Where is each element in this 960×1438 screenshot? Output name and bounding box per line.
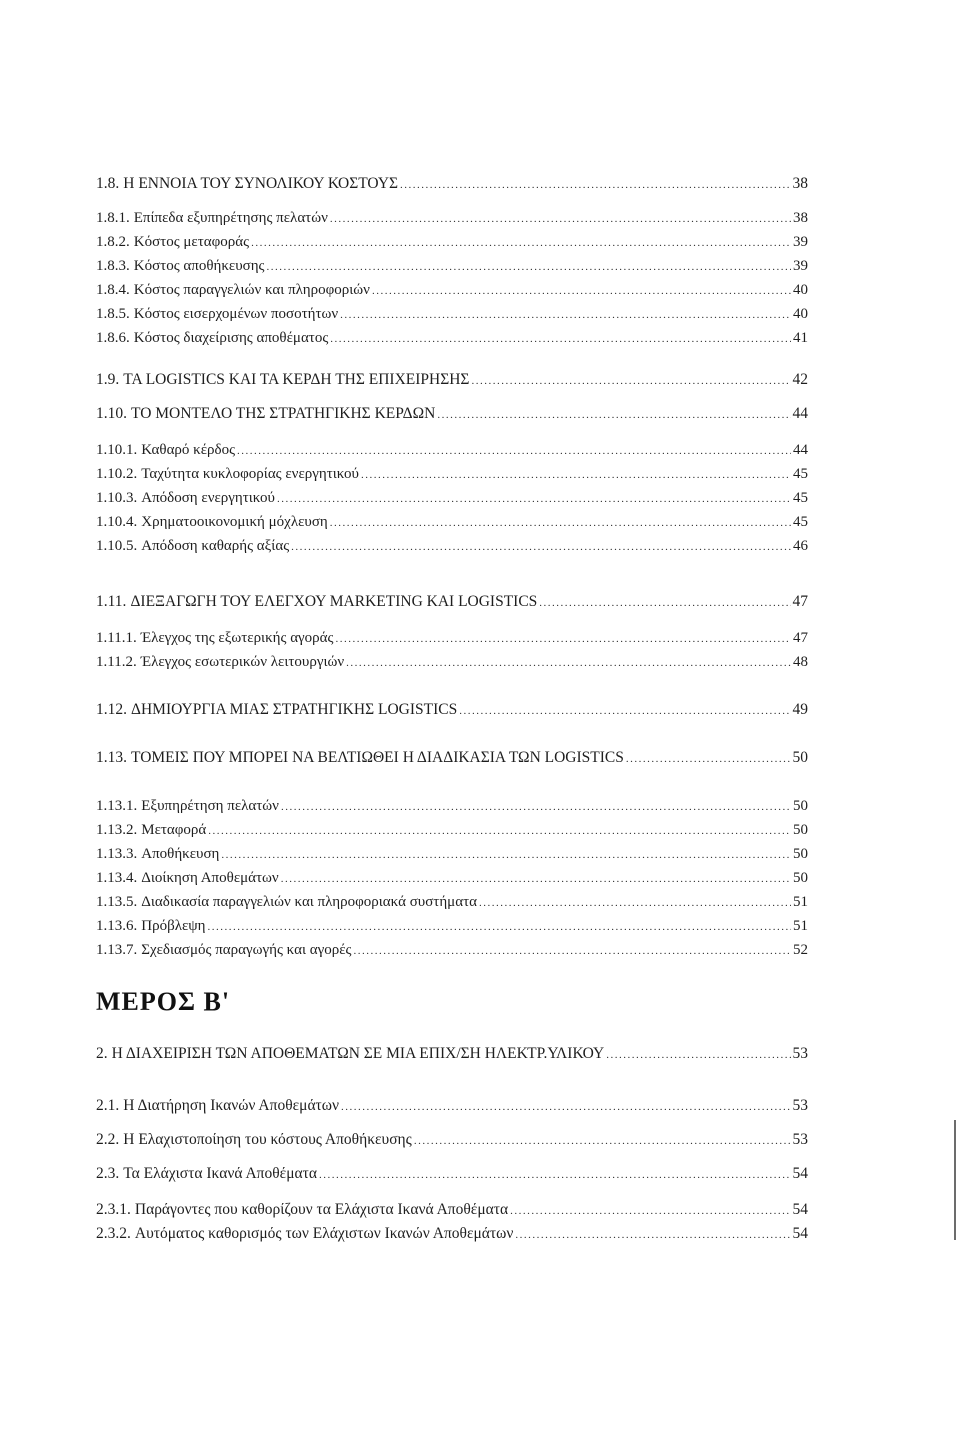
dot-leader [372, 281, 791, 301]
toc-entry-title: Αυτόματος καθορισμός των Ελάχιστων Ικανών Αποθεμάτων [134, 1225, 514, 1242]
toc-entry [96, 328, 808, 349]
toc-entry-page: 47 [792, 593, 808, 610]
dot-leader [361, 465, 791, 485]
toc-entry-title: Μεταφορά [141, 822, 207, 838]
dot-leader [414, 1131, 791, 1151]
toc-entry-number: 1.13.5. [96, 894, 138, 910]
toc-entry-page: 39 [793, 234, 808, 250]
dot-leader [208, 821, 791, 841]
dot-leader [330, 513, 791, 533]
dot-leader [281, 797, 791, 817]
toc-entry-number: 1.13.4. [96, 870, 138, 886]
toc-entry-number: 1.9. [96, 371, 120, 388]
toc-entry [96, 536, 808, 557]
toc-entry [96, 488, 808, 509]
toc-entry-number: 2.3.1. [96, 1201, 131, 1218]
toc-entry-page: 45 [793, 514, 808, 530]
toc-entry [96, 464, 808, 485]
toc-entry [96, 404, 808, 425]
toc-entry-page: 50 [793, 870, 808, 886]
dot-leader [437, 405, 790, 425]
toc-entry [96, 1200, 808, 1221]
toc-entry-number: 1.8. [96, 175, 120, 192]
toc-entry [96, 940, 808, 961]
toc-entry [96, 208, 808, 229]
toc-entry-number: 1.10.5. [96, 538, 138, 554]
toc-entry-number: 1.11.1. [96, 630, 137, 646]
toc-entry [96, 440, 808, 461]
dot-leader [626, 749, 791, 769]
toc-entry-page: 53 [792, 1131, 808, 1148]
toc-entry-title: ΔΙΕΞΑΓΩΓΗ ΤΟΥ ΕΛΕΓΧΟΥ MARKETING ΚΑΙ LOGISTICS [130, 593, 538, 610]
dot-leader [515, 1225, 790, 1245]
toc-entry-page: 53 [792, 1045, 808, 1062]
toc-entry [96, 652, 808, 673]
dot-leader [479, 893, 791, 913]
toc-entry-number: 1.13.7. [96, 942, 138, 958]
toc-entry-title: Χρηματοοικονομική μόχλευση [141, 514, 328, 530]
dot-leader [539, 593, 790, 613]
toc-entry-title: Η Ελαχιστοποίηση του κόστους Αποθήκευσης [123, 1131, 412, 1148]
dot-leader [510, 1201, 790, 1221]
toc-entry [96, 512, 808, 533]
toc-entry [96, 748, 808, 769]
toc-entry [96, 628, 808, 649]
toc-entry-page: 45 [793, 466, 808, 482]
dot-leader [340, 305, 791, 325]
toc-entry [96, 174, 808, 195]
toc-entry-page: 47 [793, 630, 808, 646]
toc-entry [96, 868, 808, 889]
toc-entry-number: 1.8.4. [96, 282, 130, 298]
toc-entry-page: 48 [793, 654, 808, 670]
toc-entry-title: Σχεδιασμός παραγωγής και αγορές [141, 942, 352, 958]
toc-entry-page: 50 [793, 846, 808, 862]
toc-entry-title: Κόστος εισερχομένων ποσοτήτων [133, 306, 339, 322]
toc-entry [96, 796, 808, 817]
dot-leader [277, 489, 791, 509]
toc-entry-page: 50 [792, 749, 808, 766]
dot-leader [353, 941, 791, 961]
toc-entry-page: 40 [793, 282, 808, 298]
dot-leader [208, 917, 791, 937]
toc-entry-number: 1.13. [96, 749, 127, 766]
toc-entry [96, 232, 808, 253]
toc-entry-number: 1.13.6. [96, 918, 138, 934]
toc-entry-title: Κόστος παραγγελιών και πληροφοριών [133, 282, 370, 298]
dot-leader [291, 537, 791, 557]
toc-entry-number: 1.8.5. [96, 306, 130, 322]
toc-entry [96, 280, 808, 301]
dot-leader [459, 701, 790, 721]
toc-entry-number: 1.10.2. [96, 466, 138, 482]
toc-entry-page: 41 [793, 330, 808, 346]
toc-entry-number: 2. [96, 1045, 108, 1062]
part-heading: ΜΕΡΟΣ Β' [96, 987, 231, 1016]
toc-entry-number: 1.11. [96, 593, 127, 610]
toc-entry-number: 2.3.2. [96, 1225, 131, 1242]
toc-entry-number: 1.11.2. [96, 654, 137, 670]
toc-entry-title: Κόστος μεταφοράς [133, 234, 250, 250]
toc-entry-page: 52 [793, 942, 808, 958]
toc-entry-page: 40 [793, 306, 808, 322]
toc-entry [96, 1224, 808, 1245]
toc-entry-number: 1.8.1. [96, 210, 130, 226]
toc-entry-title: Ταχύτητα κυκλοφορίας ενεργητικού [141, 466, 359, 482]
toc-entry-title: Αποθήκευση [141, 846, 220, 862]
dot-leader [237, 441, 791, 461]
dot-leader [319, 1165, 791, 1185]
toc-entry-number: 2.2. [96, 1131, 120, 1148]
toc-entry [96, 820, 808, 841]
toc-entry-title: Έλεγχος της εξωτερικής αγοράς [140, 630, 334, 646]
toc-entry-number: 1.8.2. [96, 234, 130, 250]
dot-leader [267, 257, 791, 277]
toc-entry [96, 892, 808, 913]
toc-entry-page: 39 [793, 258, 808, 274]
toc-entry-page: 38 [793, 210, 808, 226]
toc-entry-title: Η Διατήρηση Ικανών Αποθεμάτων [123, 1097, 340, 1114]
toc-entry-page: 42 [792, 371, 808, 388]
dot-leader [330, 209, 791, 229]
toc-entry-title: Πρόβλεψη [141, 918, 206, 934]
toc-entry-number: 2.1. [96, 1097, 120, 1114]
toc-entry-title: ΤΟΜΕΙΣ ΠΟΥ ΜΠΟΡΕΙ ΝΑ ΒΕΛΤΙΩΘΕΙ Η ΔΙΑΔΙΚΑΣΙΑ ΤΩΝ LOGISTICS [131, 749, 624, 766]
toc-entry-title: Κόστος αποθήκευσης [133, 258, 265, 274]
toc-entry [96, 916, 808, 937]
dot-leader [471, 371, 790, 391]
toc-entry-number: 1.10. [96, 405, 127, 422]
toc-entry-title: Εξυπηρέτηση πελατών [141, 798, 279, 814]
dot-leader [251, 233, 791, 253]
toc-entry-number: 1.10.3. [96, 490, 138, 506]
toc-entry-number: 1.8.6. [96, 330, 130, 346]
toc-entry-page: 38 [792, 175, 808, 192]
toc-entry-page: 44 [793, 442, 808, 458]
toc-entry-page: 54 [792, 1225, 808, 1242]
toc-entry-page: 50 [793, 822, 808, 838]
toc-entry [96, 1096, 808, 1117]
dot-leader [606, 1045, 790, 1065]
toc-entry-number: 1.12. [96, 701, 127, 718]
toc-entry [96, 844, 808, 865]
scan-margin-line [954, 1120, 956, 1240]
toc-entry-page: 51 [793, 918, 808, 934]
dot-leader [346, 653, 791, 673]
dot-leader [335, 629, 791, 649]
toc-entry-number: 1.13.2. [96, 822, 138, 838]
toc-entry [96, 592, 808, 613]
toc-entry-title: Έλεγχος εσωτερικών λειτουργιών [140, 654, 345, 670]
toc-entry-number: 1.13.1. [96, 798, 138, 814]
toc-entry-title: Παράγοντες που καθορίζουν τα Ελάχιστα Ικανά Αποθέματα [134, 1201, 509, 1218]
toc-entry-page: 49 [792, 701, 808, 718]
toc-entry-title: ΔΗΜΙΟΥΡΓΙΑ ΜΙΑΣ ΣΤΡΑΤΗΓΙΚΗΣ LOGISTICS [131, 701, 458, 718]
toc-entry-title: Απόδοση ενεργητικού [141, 490, 275, 506]
dot-leader [330, 329, 791, 349]
toc-entry [96, 700, 808, 721]
toc-entry-page: 53 [792, 1097, 808, 1114]
toc-entry-title: Επίπεδα εξυπηρέτησης πελατών [133, 210, 328, 226]
toc-entry-title: Τα Ελάχιστα Ικανά Αποθέματα [123, 1165, 317, 1182]
dot-leader [221, 845, 791, 865]
toc-entry-number: 1.13.3. [96, 846, 138, 862]
toc-entry [96, 1130, 808, 1151]
toc-entry-number: 2.3. [96, 1165, 120, 1182]
toc-entry-page: 54 [792, 1201, 808, 1218]
toc-entry-title: Η ΔΙΑΧΕΙΡΙΣΗ ΤΩΝ ΑΠΟΘΕΜΑΤΩΝ ΣΕ ΜΙΑ ΕΠΙΧ/ΣΗ ΗΛΕΚΤΡ.ΥΛΙΚΟΥ [111, 1045, 605, 1062]
toc-entry-title: Απόδοση καθαρής αξίας [141, 538, 290, 554]
toc-entry-title: Η ΕΝΝΟΙΑ ΤΟΥ ΣΥΝΟΛΙΚΟΥ ΚΟΣΤΟΥΣ [123, 175, 399, 192]
toc-entry-title: ΤΟ ΜΟΝΤΕΛΟ ΤΗΣ ΣΤΡΑΤΗΓΙΚΗΣ ΚΕΡΔΩΝ [131, 405, 436, 422]
toc-entry-page: 44 [792, 405, 808, 422]
toc-entry-title: ΤΑ LOGISTICS ΚΑΙ ΤΑ ΚΕΡΔΗ ΤΗΣ ΕΠΙΧΕΙΡΗΣΗΣ [123, 371, 470, 388]
toc-entry [96, 304, 808, 325]
toc-entry-title: Διαδικασία παραγγελιών και πληροφοριακά συστήματα [141, 894, 477, 910]
toc-entry-page: 50 [793, 798, 808, 814]
toc-entry-number: 1.10.4. [96, 514, 138, 530]
toc-entry-page: 54 [792, 1165, 808, 1182]
toc-entry-number: 1.8.3. [96, 258, 130, 274]
dot-leader [400, 175, 790, 195]
toc-entry-title: Διοίκηση Αποθεμάτων [141, 870, 279, 886]
toc-entry-title: Καθαρό κέρδος [141, 442, 236, 458]
toc-entry-page: 51 [793, 894, 808, 910]
dot-leader [341, 1097, 790, 1117]
toc-entry [96, 1044, 808, 1065]
toc-entry [96, 1164, 808, 1185]
dot-leader [281, 869, 791, 889]
toc-entry-title: Κόστος διαχείρισης αποθέματος [133, 330, 329, 346]
toc-entry-page: 46 [793, 538, 808, 554]
toc-entry [96, 370, 808, 391]
toc-entry-page: 45 [793, 490, 808, 506]
toc-entry-number: 1.10.1. [96, 442, 138, 458]
toc-entry [96, 256, 808, 277]
